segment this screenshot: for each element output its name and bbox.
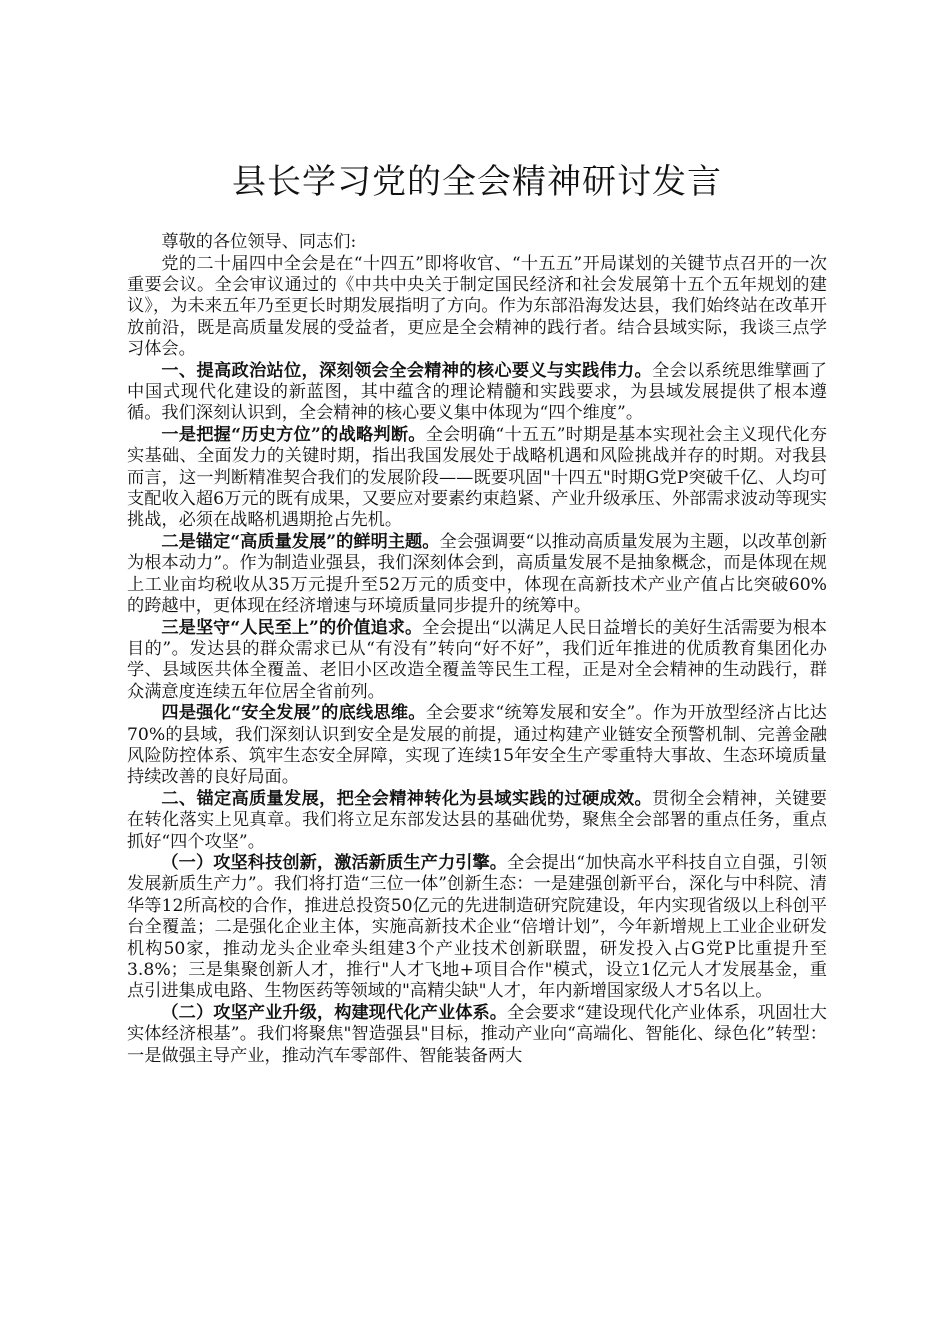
paragraph-lead: 四是强化“安全发展”的底线思维。 (161, 703, 426, 724)
paragraph-lead: 一是把握“历史方位”的战略判断。 (161, 424, 426, 445)
paragraph-lead: （一）攻坚科技创新，激活新质生产力引擎。 (161, 852, 508, 873)
paragraph-body: 贯彻全会精神，关键要在转化落实上见真章。我们将立足东部发达县的基础优势，聚焦全会部署的重点任务，重点抓好“四个攻坚”。 (127, 788, 827, 852)
point-2 (127, 532, 827, 618)
document-title: 县长学习党的全会精神研讨发言 (232, 162, 722, 202)
paragraph-lead: 二、锚定高质量发展，把全会精神转化为县域实践的过硬成效。 (161, 788, 653, 809)
paragraph-body: 全会要求“建设现代化产业体系，巩固壮大实体经济根基”。我们将聚焦"智造强县"目标，推动产业向“高端化、智能化、绿色化”转型：一是做强主导产业，推动汽车零部件、智能装备两大 (127, 1002, 827, 1066)
point-3 (127, 618, 827, 704)
paragraph-body: 全会强调要“以推动高质量发展为主题，以改革创新为根本动力”。作为制造业强县，我们深刻体会到，高质量发展不是抽象概念，而是体现在规上工业亩均税收从35万元提升至52万元的质变中，体现在高新技术产业产值占比突破60%的跨越中，更体现在经济增速与环境质量同步提升的统筹中。 (127, 531, 827, 617)
point-4 (127, 703, 827, 789)
paragraph-body: 全会明确“十五五”时期是基本实现社会主义现代化夯实基础、全面发力的关键时期，指出我国发展处于战略机遇和风险挑战并存的时期。对我县而言，这一判断精准契合我们的发展阶段——既要巩固"十四五"时期G党P突破千亿、人均可支配收入超6万元的既有成果，又要应对要素约束趋紧、产业升级承压、外部需求波动等现实挑战，必须在战略机遇期抢占先机。 (127, 424, 827, 531)
paragraph-body: 全会提出“加快高水平科技自立自强，引领发展新质生产力”。我们将打造“三位一体”创新生态：一是建强创新平台，深化与中科院、清华等12所高校的合作，推进总投资50亿元的先进制造研究院建设，年内实现省级以上科创平台全覆盖；二是强化企业主体，实施高新技术企业“倍增计划”，今年新增规上工业企业研发机构50家，推动龙头企业牵头组建3个产业技术创新联盟，研发投入占G党P比重提升至3.8%；三是集聚创新人才，推行"人才飞地+项目合作"模式，设立1亿元人才发展基金，重点引进集成电路、生物医药等领域的"高精尖缺"人才，年内新增国家级人才5名以上。 (127, 852, 827, 1002)
paragraph-body: 党的二十届四中全会是在“十四五”即将收官、“十五五”开局谋划的关键节点召开的一次重要会议。全会审议通过的《中共中央关于制定国民经济和社会发展第十五个五年规划的建议》，为未来五年乃至更长时期发展指明了方向。作为东部沿海发达县，我们始终站在改革开放前沿，既是高质量发展的受益者，更应是全会精神的践行者。结合县域实际，我谈三点学习体会。 (127, 253, 827, 360)
paragraph-body: 全会要求“统筹发展和安全”。作为开放型经济占比达70%的县域，我们深刻认识到安全是发展的前提，通过构建产业链安全预警机制、完善金融风险防控体系、筑牢生态安全屏障，实现了连续15年安全生产零重特大事故、生态环境质量持续改善的良好局面。 (127, 703, 827, 788)
section-heading-1 (127, 361, 827, 425)
paragraph-intro (127, 254, 827, 361)
paragraph-body: 全会以系统思维擘画了中国式现代化建设的新蓝图，其中蕴含的理论精髓和实践要求，为县域发展提供了根本遵循。我们深刻认识到，全会精神的核心要义集中体现为“四个维度”。 (127, 360, 827, 424)
subsection-1 (127, 853, 827, 1003)
paragraph-lead: （二）攻坚产业升级，构建现代化产业体系。 (161, 1002, 508, 1023)
document-page (127, 160, 827, 1067)
paragraph-lead: 三是坚守“人民至上”的价值追求。 (161, 617, 423, 638)
section-heading-2 (127, 789, 827, 853)
paragraph-lead: 二是锚定“高质量发展”的鲜明主题。 (161, 531, 440, 552)
point-1 (127, 425, 827, 532)
paragraph-lead: 一、提高政治站位，深刻领会全会精神的核心要义与实践伟力。 (161, 360, 653, 381)
subsection-2 (127, 1003, 827, 1067)
greeting: 尊敬的各位领导、同志们: (161, 232, 357, 253)
paragraph-body: 全会提出“以满足人民日益增长的美好生活需要为根本目的”。发达县的群众需求已从“有没有”转向“好不好”，我们近年推进的优质教育集团化办学、县域医共体全覆盖、老旧小区改造全覆盖等民生工程，正是对全会精神的生动践行，群众满意度连续五年位居全省前列。 (127, 617, 827, 702)
